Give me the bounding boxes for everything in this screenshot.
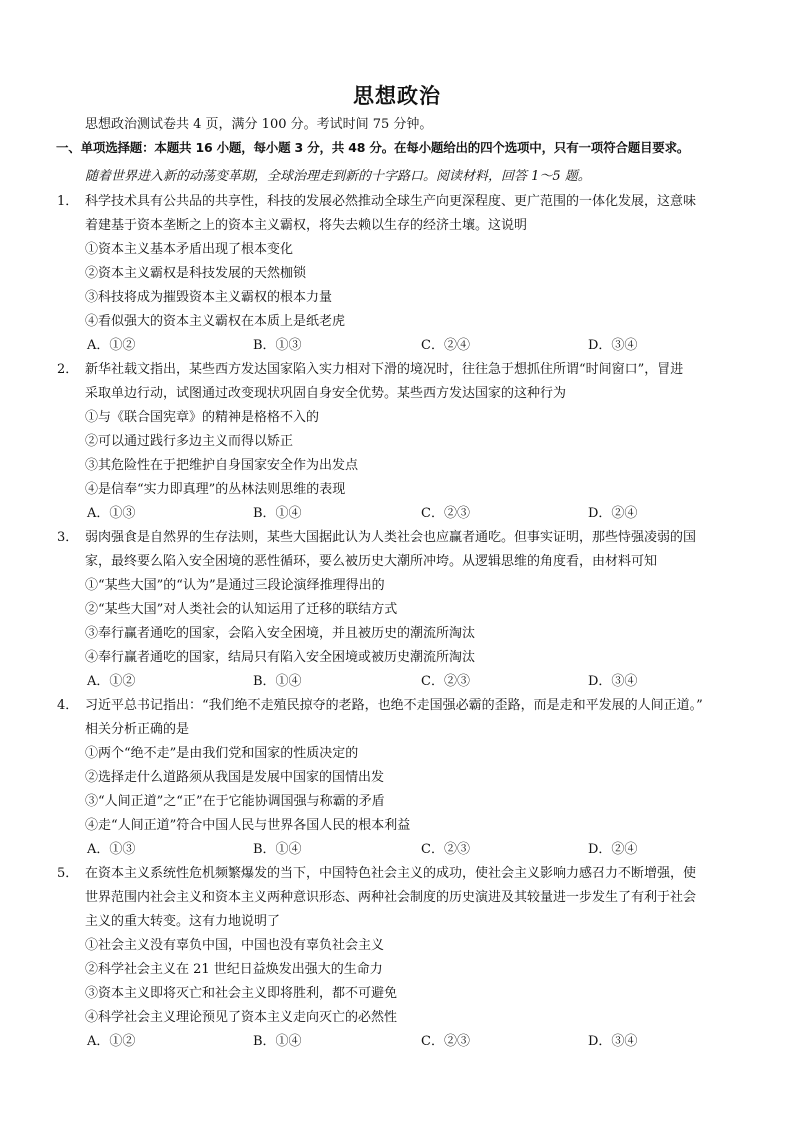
statement: ③其危险性在于把维护自身国家安全作为出发点 [85,458,359,473]
choice-b[interactable]: B．①④ [253,506,302,521]
section-heading: 一、单项选择题：本题共 16 小题，每小题 3 分，共 48 分。在每小题给出的四个选项中，只有一项符合题目要求。 [56,140,690,155]
question-number: 1． [57,194,79,209]
statement: ③科技将成为摧毁资本主义霸权的根本力量 [85,290,333,305]
question-number: 3． [57,530,79,545]
statement: ④走“人间正道”符合中国人民与世界各国人民的根本利益 [85,818,411,833]
choice-d[interactable]: D．③④ [588,1034,638,1049]
choice-c[interactable]: C．②③ [421,674,470,689]
choice-c[interactable]: C．②③ [421,1034,470,1049]
statement: ②资本主义霸权是科技发展的天然枷锁 [85,266,307,281]
statement: ④是信奉“实力即真理”的丛林法则思维的表现 [85,482,346,497]
statement: ④奉行赢者通吃的国家，结局只有陷入安全困境或被历史潮流所淘汰 [85,650,476,665]
choice-c[interactable]: C．②③ [421,842,470,857]
choice-d[interactable]: D．②④ [588,506,638,521]
question-stem-line: 主义的重大转变。这有力地说明了 [85,914,281,929]
choice-d[interactable]: D．②④ [588,842,638,857]
question-stem-line: 在资本主义系统性危机频繁爆发的当下，中国特色社会主义的成功，使社会主义影响力感召力不断增强，使 [85,866,697,881]
statement: ④科学社会主义理论预见了资本主义走向灭亡的必然性 [85,1010,398,1025]
choice-b[interactable]: B．①③ [253,338,302,353]
question-stem-line: 世界范围内社会主义和资本主义两种意识形态、两种社会制度的历史演进及其较量进一步发生了有利于社会 [85,890,697,905]
choice-b[interactable]: B．①④ [253,842,302,857]
choice-a[interactable]: A．①② [87,338,136,353]
statement: ②选择走什么道路须从我国是发展中国家的国情出发 [85,770,385,785]
statement: ②科学社会主义在 21 世纪日益焕发出强大的生命力 [85,962,383,977]
statement: ①资本主义基本矛盾出现了根本变化 [85,242,294,257]
statement: ②可以通过践行多边主义而得以矫正 [85,434,294,449]
statement: ②“某些大国”对人类社会的认知运用了迁移的联结方式 [85,602,398,617]
statement: ①社会主义没有辜负中国，中国也没有辜负社会主义 [85,938,385,953]
choice-a[interactable]: A．①② [87,1034,136,1049]
statement: ①与《联合国宪章》的精神是格格不入的 [85,410,320,425]
statement: ③“人间正道”之“正”在于它能协调国强与称霸的矛盾 [85,794,385,809]
page-title: 思想政治 [353,84,441,108]
question-number: 2． [57,362,79,377]
statement: ①两个“绝不走”是由我们党和国家的性质决定的 [85,746,359,761]
question-stem-line: 着建基于资本垄断之上的资本主义霸权，将失去赖以生存的经济土壤。这说明 [85,218,528,233]
material-intro: 随着世界进入新的动荡变革期，全球治理走到新的十字路口。阅读材料，回答 1～5 题。 [85,169,591,184]
choice-b[interactable]: B．①④ [253,674,302,689]
statement: ③资本主义即将灭亡和社会主义即将胜利，都不可避免 [85,986,398,1001]
question-stem-line: 弱肉强食是自然界的生存法则，某些大国据此认为人类社会也应赢者通吃。但事实证明，那些恃强凌弱的国 [85,530,697,545]
choice-d[interactable]: D．③④ [588,338,638,353]
choice-a[interactable]: A．①② [87,674,136,689]
choice-a[interactable]: A．①③ [87,842,136,857]
question-stem-line: 采取单边行动，试图通过改变现状巩固自身安全优势。某些西方发达国家的这种行为 [85,386,567,401]
question-stem-line: 家，最终要么陷入安全困境的恶性循环，要么被历史大潮所冲垮。从逻辑思维的角度看，由材料可知 [85,554,658,569]
statement: ①“某些大国”的“认为”是通过三段论演绎推理得出的 [85,578,385,593]
question-stem-line: 科学技术具有公共品的共享性，科技的发展必然推动全球生产向更深程度、更广范围的一体化发展，这意味 [85,194,697,209]
statement: ④看似强大的资本主义霸权在本质上是纸老虎 [85,314,346,329]
question-number: 5． [57,866,79,881]
question-stem-line: 新华社载文指出，某些西方发达国家陷入实力相对下滑的境况时，往往急于想抓住所谓“时间窗口”，冒进 [85,362,684,377]
choice-c[interactable]: C．②④ [421,338,470,353]
choice-a[interactable]: A．①③ [87,506,136,521]
question-number: 4． [57,698,79,713]
exam-info: 思想政治测试卷共 4 页，满分 100 分。考试时间 75 分钟。 [85,117,433,132]
choice-c[interactable]: C．②③ [421,506,470,521]
question-stem-line: 习近平总书记指出：“我们绝不走殖民掠夺的老路，也绝不走国强必霸的歪路，而是走和平发展的人间正道。” [85,698,703,713]
statement: ③奉行赢者通吃的国家，会陷入安全困境，并且被历史的潮流所淘汰 [85,626,476,641]
choice-d[interactable]: D．③④ [588,674,638,689]
question-stem-line: 相关分析正确的是 [85,722,190,737]
choice-b[interactable]: B．①④ [253,1034,302,1049]
